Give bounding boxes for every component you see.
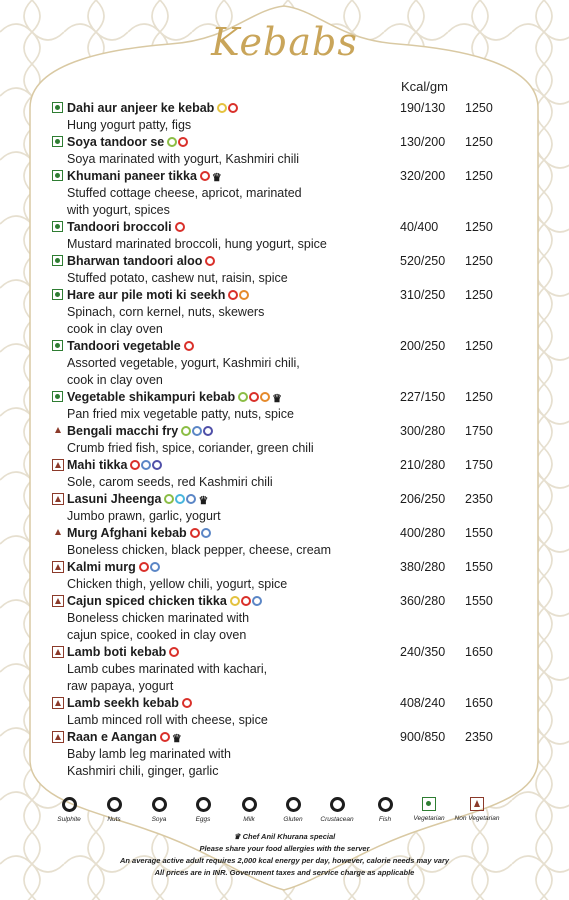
menu-item-kcal: 130/200 [400,135,446,149]
menu-item-row [52,729,512,746]
chef-hat-icon: ♛ [171,733,182,745]
milk-allergen-icon [182,698,192,708]
soya-allergen-icon [152,797,167,812]
price-note: All prices are in INR. Government taxes and service charge as applicable [154,868,415,877]
menu-item-kcal: 206/250 [400,492,446,506]
menu-item-description: Boneless chicken marinated with [67,611,250,625]
legend-label: Fish [378,816,392,823]
milk-allergen-icon [228,103,238,113]
menu-item-description: Boneless chicken, black pepper, cheese, cream [67,543,332,557]
allergen-icons [181,424,214,441]
legend-label: Vegetarian [413,815,445,822]
milk-allergen-icon [178,137,188,147]
menu-item-description: raw papaya, yogurt [67,679,174,693]
menu-item-row [52,287,512,304]
menu-item-row [52,389,512,406]
menu-item-name: Raan e Aangan ♛ [67,730,182,745]
nuts-allergen-icon [260,392,270,402]
menu-item [52,695,512,729]
legend-label: Nuts [107,816,121,823]
menu-item-price: 1750 [465,458,493,472]
menu-item [52,525,512,559]
menu-item [52,729,512,780]
menu-item-price: 1650 [465,645,493,659]
allergen-icons [182,696,193,713]
menu-item-row [52,491,512,508]
menu-item-row [52,168,512,185]
menu-item-description: cook in clay oven [67,373,163,387]
non-vegetarian-icon [52,425,64,437]
menu-item-description: Jumbo prawn, garlic, yogurt [67,509,221,523]
menu-item [52,593,512,644]
fish-allergen-icon [378,797,393,812]
menu-item-name: Hare aur pile moti ki seekh [67,287,250,305]
allergen-icons [200,169,222,186]
milk-allergen-icon [169,647,179,657]
nuts-allergen-icon [107,797,122,812]
menu-item-price: 1250 [465,101,493,115]
vegetarian-icon [422,797,436,811]
allergen-icons [175,220,186,237]
menu-item [52,253,512,287]
menu-item-price: 1250 [465,169,493,183]
nuts-allergen-icon [239,290,249,300]
milk-allergen-icon [175,222,185,232]
gluten-allergen-icon [230,596,240,606]
menu-item [52,644,512,695]
menu-item-description: Assorted vegetable, yogurt, Kashmiri chili, [67,356,300,370]
non-vegetarian-icon [52,595,64,607]
menu-item-kcal: 320/200 [400,169,446,183]
milk-allergen-icon [160,732,170,742]
menu-item-row [52,338,512,355]
menu-item-name: Mahi tikka [67,457,163,475]
eggs-allergen-icon [141,460,151,470]
menu-item-description: Baby lamb leg marinated with [67,747,231,761]
menu-item-kcal: 190/130 [400,101,446,115]
allergen-icons [169,645,180,662]
menu-item-name: Murg Afghani kebab [67,525,212,543]
vegetarian-icon [52,391,63,402]
menu-item-name: Soya tandoor se [67,134,189,152]
eggs-allergen-icon [192,426,202,436]
eggs-allergen-icon [150,562,160,572]
menu-item-row [52,593,512,610]
menu-item-name: Lamb boti kebab [67,644,180,662]
chef-hat-icon: ♛ [198,495,209,507]
legend-item-veg [404,797,454,822]
menu-item-kcal: 210/280 [400,458,446,472]
eggs-allergen-icon [201,528,211,538]
vegetarian-icon [52,170,63,181]
menu-item-price: 1250 [465,135,493,149]
menu-item-row [52,644,512,661]
menu-item-description: Stuffed potato, cashew nut, raisin, spice [67,271,288,285]
milk-allergen-icon [190,528,200,538]
menu-item-name: Lasuni Jheenga ♛ [67,492,209,507]
soya-allergen-icon [164,494,174,504]
menu-item-kcal: 520/250 [400,254,446,268]
menu-item [52,219,512,253]
milk-allergen-icon [242,797,257,812]
menu-item-description: Stuffed cottage cheese, apricot, marinated [67,186,302,200]
chef-hat-icon: ♛ [211,172,222,184]
crust-allergen-icon [175,494,185,504]
menu-item-name: Tandoori broccoli [67,219,186,237]
menu-item-description: Hung yogurt patty, figs [67,118,192,132]
menu-item [52,457,512,491]
menu-item [52,491,512,525]
menu-item [52,423,512,457]
legend-item-milk [224,797,274,823]
menu-item [52,559,512,593]
menu-item-kcal: 900/850 [400,730,446,744]
chef-special-note: ♛ Chef Anil Khurana special [233,832,336,841]
kcal-column-header: Kcal/gm [401,79,448,94]
menu-item-kcal: 310/250 [400,288,446,302]
menu-item-description: Sole, carom seeds, red Kashmiri chili [67,475,273,489]
menu-item-description: Mustard marinated broccoli, hung yogurt, spice [67,237,327,251]
menu-item-name: Kalmi murg [67,559,161,577]
vegetarian-icon [52,221,63,232]
allergen-icons [217,101,239,118]
legend-item-nv [452,797,502,822]
energy-note: An average active adult requires 2,000 kcal energy per day, however, calorie needs may vary [119,856,450,865]
milk-allergen-icon [228,290,238,300]
non-vegetarian-icon [52,493,64,505]
legend-item-crust [312,797,362,823]
menu-item [52,389,512,423]
menu-item-row [52,695,512,712]
menu-item-name: Dahi aur anjeer ke kebab [67,100,239,118]
non-vegetarian-icon [52,527,64,539]
menu-item-kcal: 408/240 [400,696,446,710]
menu-item-price: 1750 [465,424,493,438]
eggs-allergen-icon [186,494,196,504]
allergy-note: Please share your food allergies with the server [199,844,370,853]
milk-allergen-icon [139,562,149,572]
milk-allergen-icon [249,392,259,402]
menu-item-name: Khumani paneer tikka ♛ [67,169,222,184]
menu-item-kcal: 300/280 [400,424,446,438]
fish-allergen-icon [152,460,162,470]
legend-label: Sulphite [57,816,81,823]
milk-allergen-icon [200,171,210,181]
allergen-icons [167,135,189,152]
legend-label: Gluten [283,816,303,823]
menu-item-price: 2350 [465,492,493,506]
allergen-icons [205,254,216,271]
menu-item-price: 1550 [465,594,493,608]
menu-item-kcal: 240/350 [400,645,446,659]
sulph-allergen-icon [62,797,77,812]
menu-item-description: Pan fried mix vegetable patty, nuts, spice [67,407,294,421]
menu-item-row [52,134,512,151]
menu-item-name: Lamb seekh kebab [67,695,193,713]
menu-item-row [52,423,512,440]
soya-allergen-icon [181,426,191,436]
menu-item-row [52,219,512,236]
menu-item-name: Bengali macchi fry [67,423,214,441]
non-vegetarian-icon [52,731,64,743]
menu-item-description: Chicken thigh, yellow chili, yogurt, spice [67,577,288,591]
menu-item [52,338,512,389]
legend-item-sulph [44,797,94,823]
vegetarian-icon [52,340,63,351]
menu-item-description: Soya marinated with yogurt, Kashmiri chili [67,152,300,166]
menu-item-kcal: 40/400 [400,220,439,234]
menu-item-price: 1650 [465,696,493,710]
legend-item-nuts [89,797,139,823]
non-vegetarian-icon [52,561,64,573]
menu-item-price: 1550 [465,526,493,540]
legend-label: Soya [151,816,167,823]
vegetarian-icon [52,102,63,113]
soya-allergen-icon [167,137,177,147]
allergen-icons [160,730,182,747]
legend-label: Milk [243,816,255,823]
vegetarian-icon [52,255,63,266]
crust-allergen-icon [330,797,345,812]
soya-allergen-icon [238,392,248,402]
menu-item-description: Crumb fried fish, spice, coriander, green chili [67,441,314,455]
menu-item-description: Lamb minced roll with cheese, spice [67,713,268,727]
menu-item-kcal: 200/250 [400,339,446,353]
eggs-allergen-icon [196,797,211,812]
menu-item-row [52,457,512,474]
allergen-icons [190,526,212,543]
allergen-icons [184,339,195,356]
milk-allergen-icon [205,256,215,266]
menu-item-row [52,559,512,576]
allergen-icons [228,288,250,305]
menu-item-description: cajun spice, cooked in clay oven [67,628,247,642]
menu-item [52,168,512,219]
legend-item-soya [134,797,184,823]
eggs-allergen-icon [252,596,262,606]
menu-item-description: Spinach, corn kernel, nuts, skewers [67,305,265,319]
menu-item-price: 1550 [465,560,493,574]
non-vegetarian-icon [52,697,64,709]
allergen-icons [238,390,282,407]
allergen-icons [164,492,208,509]
menu-item-name: Tandoori vegetable [67,338,195,356]
milk-allergen-icon [184,341,194,351]
chef-hat-icon: ♛ [233,832,241,841]
menu-item-description: cook in clay oven [67,322,163,336]
menu-item-name: Cajun spiced chicken tikka [67,593,263,611]
menu-item [52,100,512,134]
chef-hat-icon: ♛ [272,393,282,405]
allergen-icons [230,594,263,611]
vegetarian-icon [52,136,63,147]
legend-label: Non Vegetarian [454,815,500,822]
menu-item-kcal: 360/280 [400,594,446,608]
menu-item-price: 1250 [465,220,493,234]
fish-allergen-icon [203,426,213,436]
legend-label: Crustacean [320,816,354,823]
legend-label: Eggs [195,816,211,823]
menu-item-kcal: 400/280 [400,526,446,540]
menu-item-row [52,253,512,270]
menu-item-price: 2350 [465,730,493,744]
menu-item-kcal: 227/150 [400,390,446,404]
vegetarian-icon [52,289,63,300]
menu-item-description: Lamb cubes marinated with kachari, [67,662,268,676]
milk-allergen-icon [130,460,140,470]
legend-item-eggs [178,797,228,823]
non-vegetarian-icon [470,797,484,811]
menu-item-row [52,525,512,542]
menu-item-description: Kashmiri chili, ginger, garlic [67,764,219,778]
milk-allergen-icon [241,596,251,606]
menu-title: Kebabs [211,20,358,64]
menu-item-price: 1250 [465,288,493,302]
menu-item-row [52,100,512,117]
menu-item-price: 1250 [465,390,493,404]
gluten-allergen-icon [217,103,227,113]
menu-item [52,134,512,168]
legend-item-fish [360,797,410,823]
allergen-legend [44,797,514,833]
menu-item-name: Vegetable shikampuri kebab ♛ [67,390,282,405]
menu-item-name: Bharwan tandoori aloo [67,253,216,271]
allergen-icons [139,560,161,577]
menu-item-price: 1250 [465,339,493,353]
gluten-allergen-icon [286,797,301,812]
menu-item-description: with yogurt, spices [67,203,170,217]
menu-item-kcal: 380/280 [400,560,446,574]
non-vegetarian-icon [52,646,64,658]
menu-item [52,287,512,338]
legend-item-gluten [268,797,318,823]
menu-item-price: 1250 [465,254,493,268]
allergen-icons [130,458,163,475]
non-vegetarian-icon [52,459,64,471]
